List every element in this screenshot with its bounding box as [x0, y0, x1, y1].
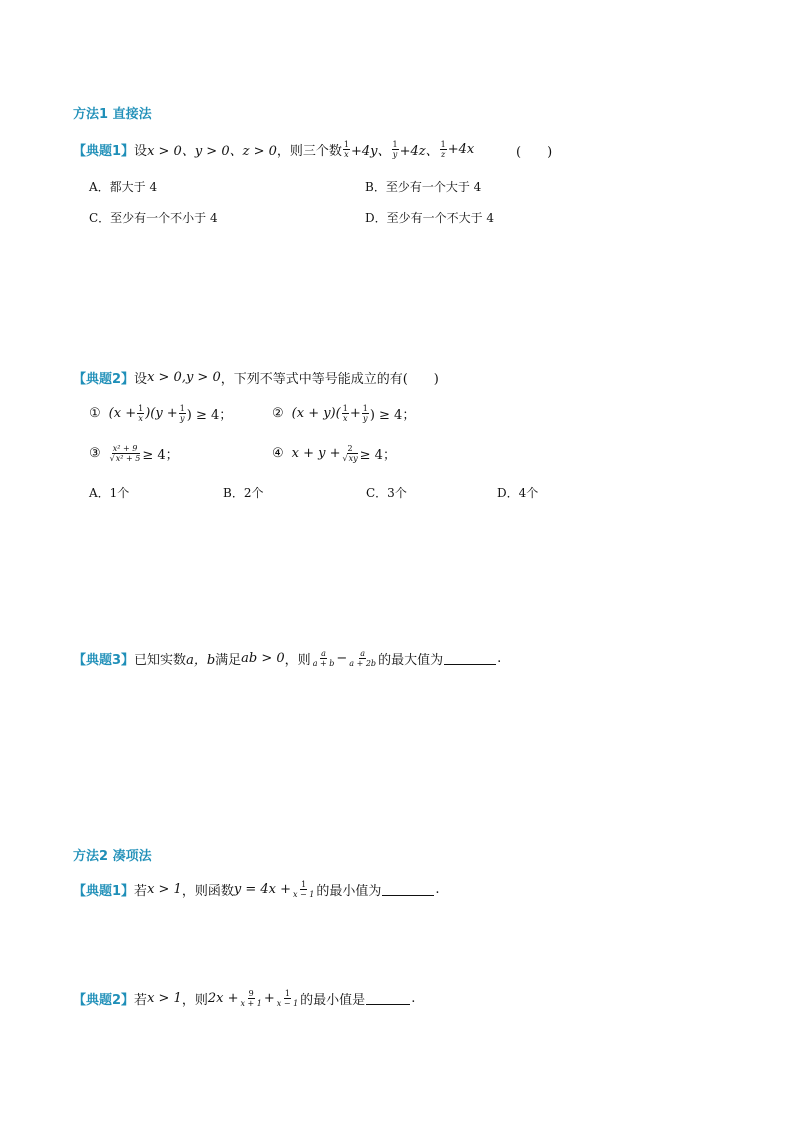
option-a: A．都大于 4: [89, 180, 158, 194]
problem-1-2: [73, 368, 439, 387]
answer-blank[interactable]: [382, 883, 434, 896]
section-title-direct-method: 方法1 直接法: [73, 107, 152, 122]
option-d: D．4个: [497, 486, 539, 500]
option-b: B．至少有一个大于 4: [365, 180, 482, 194]
problem-text: 满足: [215, 653, 242, 668]
problem-text: ，则: [284, 653, 311, 668]
answer-blank[interactable]: [444, 652, 496, 665]
problem-tag: 【典题2】: [73, 372, 135, 387]
problem-tag: 【典题2】: [73, 993, 135, 1008]
inequality-2: ② (x + y)( $\frac{1}{x}$ + $\frac{1}{y}$ ) ≥ 4；: [272, 404, 416, 423]
problem-text: 设: [134, 372, 148, 387]
answer-blank[interactable]: [366, 992, 410, 1005]
math-fraction: $\frac{1}{x}$: [343, 140, 349, 159]
problem-text: ，则函数: [181, 884, 234, 899]
condition: x > 1: [147, 882, 182, 897]
problem-text: 的最小值为: [316, 884, 382, 899]
item-marker: ③: [89, 446, 101, 461]
condition: ab > 0: [241, 651, 285, 666]
math-fraction: $\frac{1}{x - 1}$: [276, 989, 299, 1008]
math-fraction: $\frac{1}{x - 1}$: [292, 880, 315, 899]
problem-text: ，则: [181, 993, 208, 1008]
condition: x > 0、y > 0、z > 0: [147, 144, 277, 159]
problem-text: ，则三个数: [276, 144, 342, 159]
math-fraction: $\frac{9}{x + 1}$: [240, 989, 262, 1008]
math-fraction: $\frac{a}{a + b}$: [312, 649, 335, 668]
condition: x > 0,y > 0: [147, 370, 221, 385]
problem-text: 的最大值为: [378, 653, 444, 668]
option-c: C．至少有一个不小于 4: [89, 211, 218, 225]
option-d: D．至少有一个不大于 4: [365, 211, 495, 225]
answer-paren: ( ): [516, 145, 553, 160]
problem-text: 若: [134, 884, 148, 899]
item-marker: ②: [272, 406, 284, 421]
math-fraction: $\frac{a}{a + 2b}$: [349, 649, 377, 668]
math-fraction: $\frac{1}{z}$: [440, 140, 446, 159]
item-marker: ①: [89, 406, 101, 421]
inequality-4: ④ x + y + $\frac{2}{√xy}$ ≥ 4；: [272, 444, 396, 463]
option-b: B．2个: [223, 486, 264, 500]
problem-text: 若: [134, 993, 148, 1008]
condition: x > 1: [147, 991, 182, 1006]
problem-2-2: 【典题2】 若 x > 1 ，则 2x + $\frac{9}{x + 1}$ + $\frac{1}{x - 1}$ 的最小值是 .: [73, 989, 416, 1008]
inequality-1: ① (x + $\frac{1}{x}$ )(y + $\frac{1}{y}$ ) ≥ 4；: [89, 404, 233, 423]
item-marker: ④: [272, 446, 284, 461]
math-term: +4x: [447, 142, 475, 157]
problem-text: 设: [134, 144, 148, 159]
problem-tag: 【典题3】: [73, 653, 135, 668]
problem-2-1: 【典题1】 若 x > 1 ，则函数 y = 4x + $\frac{1}{x - 1}$ 的最小值为 .: [73, 880, 440, 899]
math-fraction: $\frac{1}{y}$: [392, 140, 398, 159]
math-term: +4y、: [350, 144, 391, 159]
problem-text: 已知实数: [134, 653, 187, 668]
problem-1-1: [73, 140, 474, 159]
inequality-3: ③ $\frac{\text{x² + 9}}{\text{√x² + 5}}$ ≥ 4；: [89, 444, 179, 463]
option-a: A．1个: [89, 486, 130, 500]
option-c: C．3个: [366, 486, 407, 500]
math-term: +4z、: [399, 144, 439, 159]
problem-text: 的最小值是: [300, 993, 366, 1008]
variables: a，b: [186, 653, 216, 668]
problem-1-3: 【典题3】 已知实数 a，b 满足 ab > 0 ，则 $\frac{a}{a + b}$ − $\frac{a}{a + 2b}$ 的最大值为 .: [73, 649, 502, 668]
problem-tag: 【典题1】: [73, 884, 135, 899]
problem-tag: 【典题1】: [73, 144, 135, 159]
section-title-fill-term-method: 方法2 凑项法: [73, 849, 152, 864]
problem-text: ，下列不等式中等号能成立的有( ): [220, 372, 439, 387]
